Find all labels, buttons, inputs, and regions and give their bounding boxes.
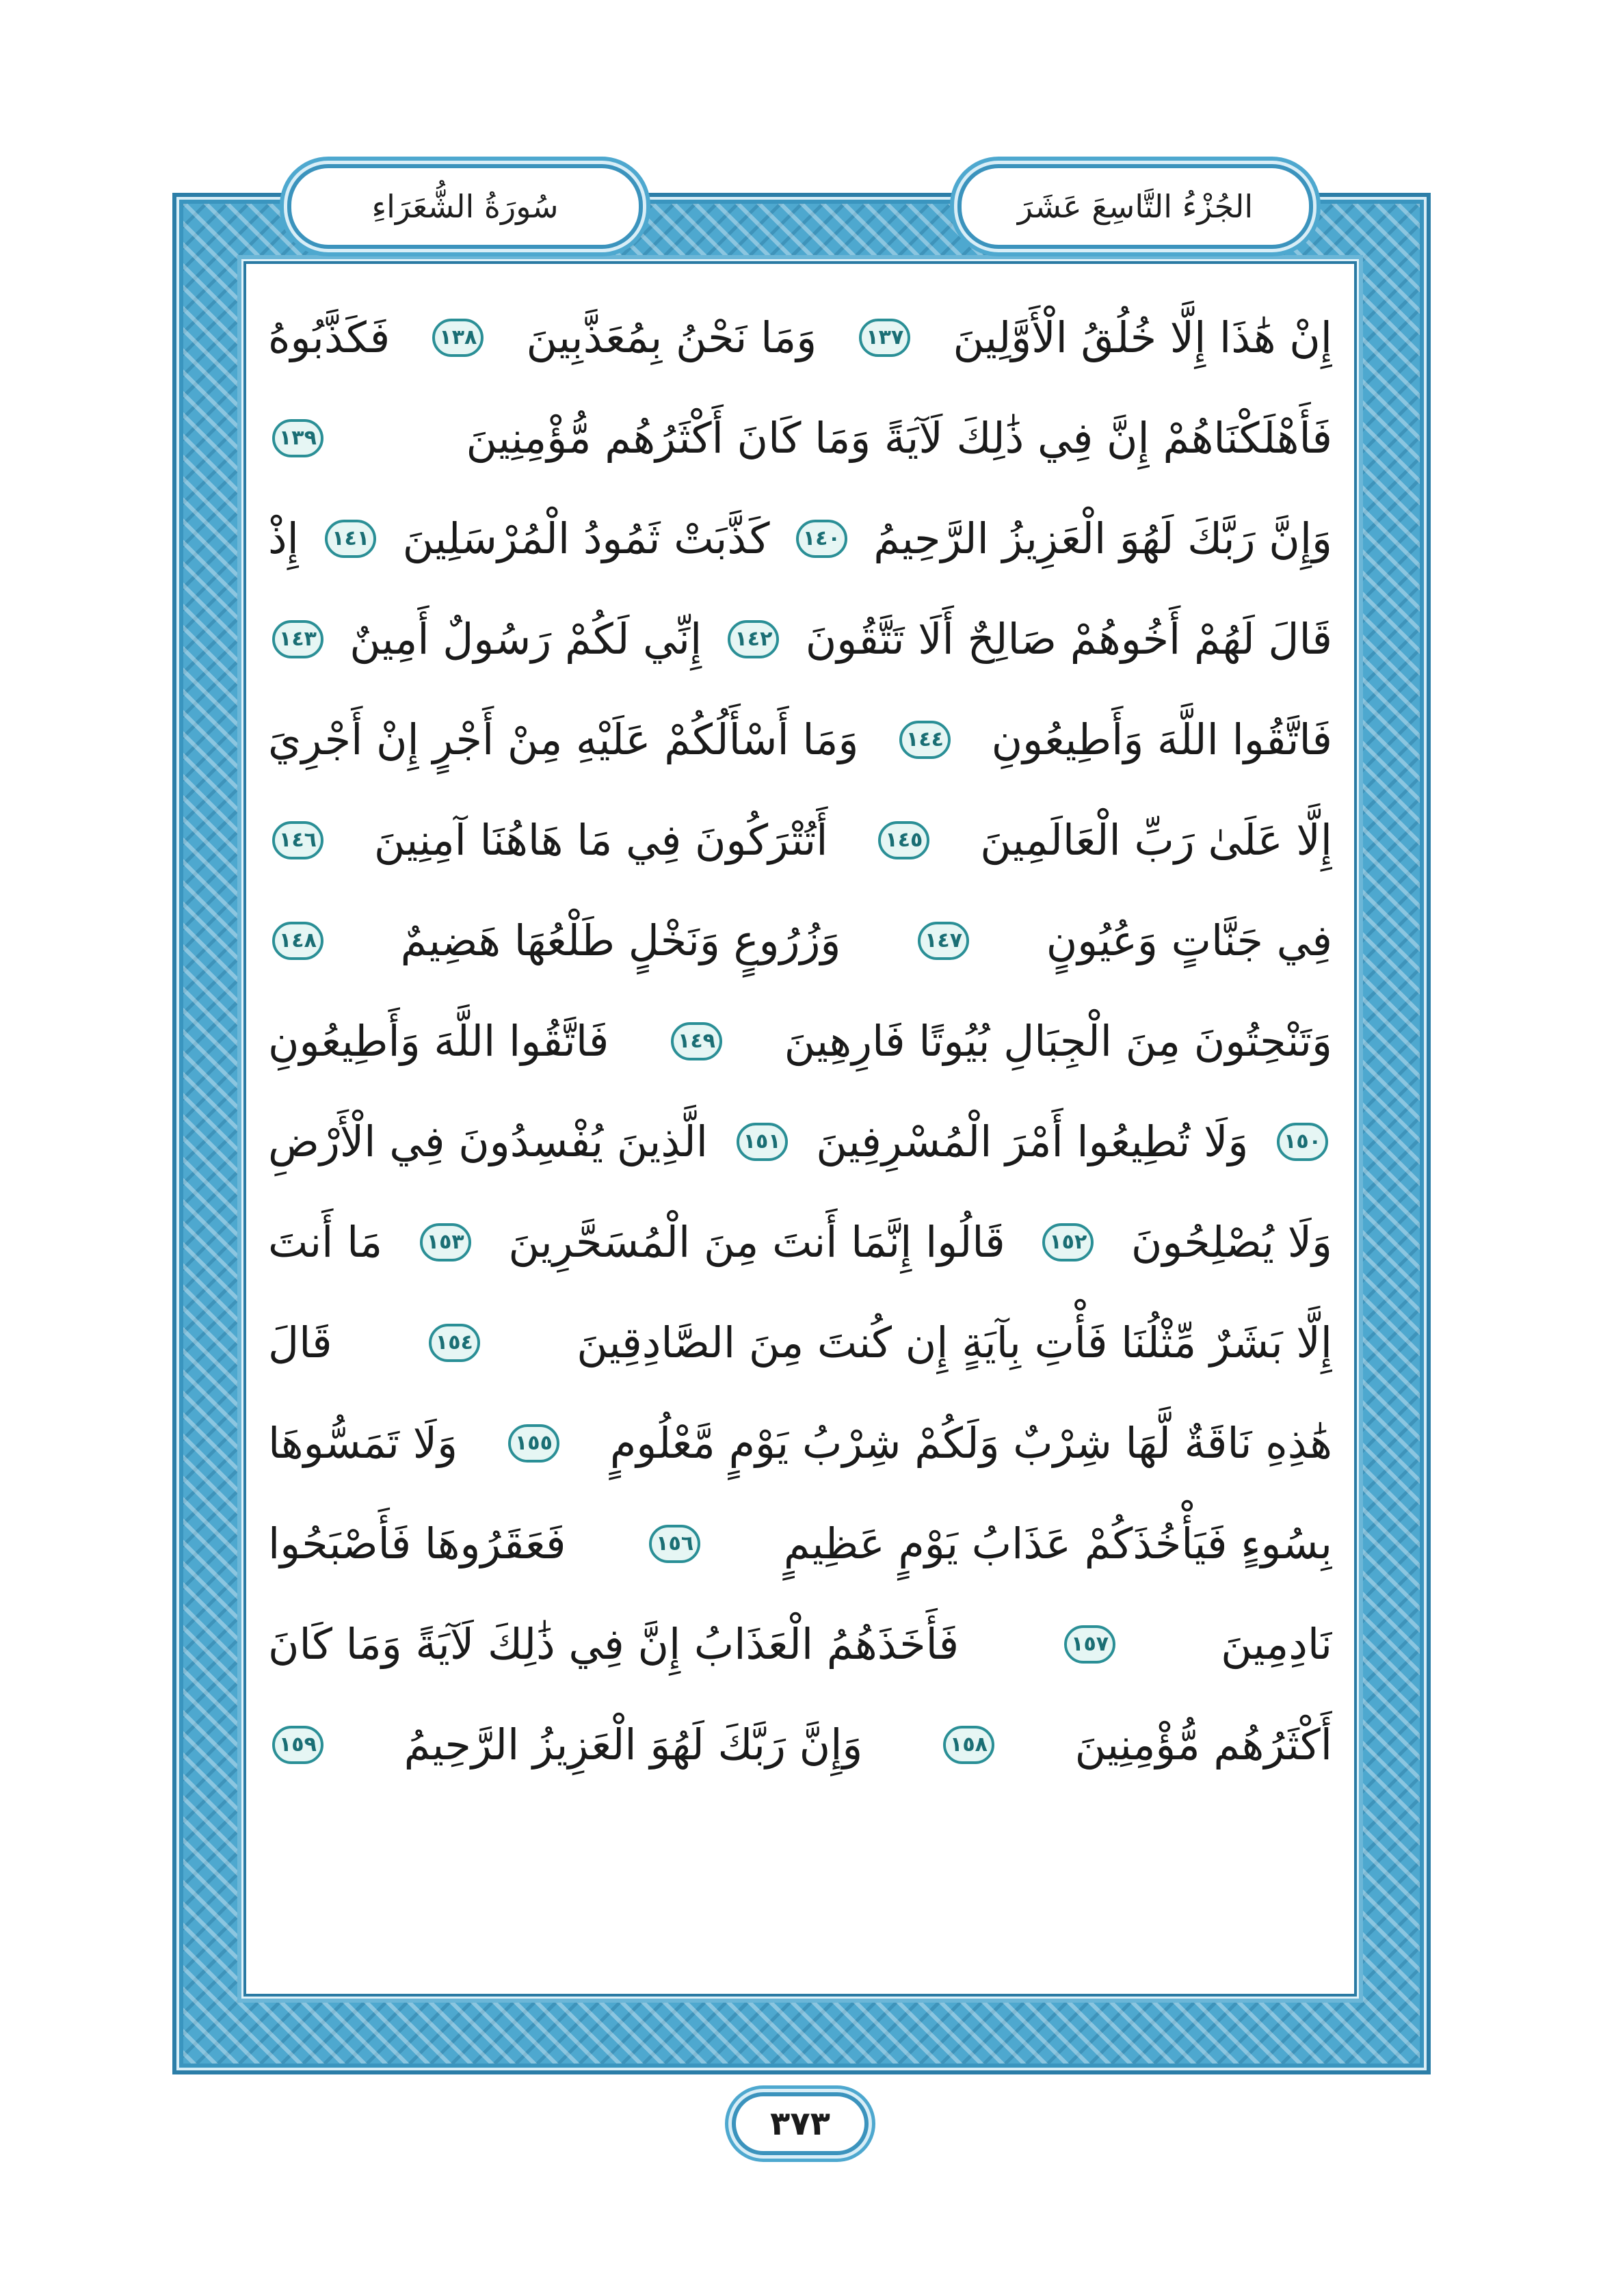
juz-name: الجُزْءُ التَّاسِعَ عَشَرَ xyxy=(1017,188,1254,225)
ayah-number-marker: ١٣٩ xyxy=(272,419,323,457)
verse-line xyxy=(268,488,1332,589)
verse-text: بِسُوءٍ فَيَأْخُذَكُمْ عَذَابُ يَوْمٍ عَظِيمٍ xyxy=(783,1519,1332,1569)
verse-line xyxy=(268,1393,1332,1493)
verse-text: وَإِنَّ رَبَّكَ لَهُوَ الْعَزِيزُ الرَّحِيمُ xyxy=(403,1720,863,1770)
ayah-number-marker: ١٣٧ xyxy=(859,319,910,357)
surah-name: سُورَةُ الشُّعَرَاءِ xyxy=(371,188,559,225)
verse-text: وَإِنَّ رَبَّكَ لَهُوَ الْعَزِيزُ الرَّحِيمُ xyxy=(873,513,1332,563)
ayah-number-marker: ١٥٥ xyxy=(508,1424,559,1463)
verse-line xyxy=(268,790,1332,890)
ayah-number-marker: ١٥٦ xyxy=(649,1525,700,1563)
verse-text: فَاتَّقُوا اللَّهَ وَأَطِيعُونِ xyxy=(268,1016,609,1066)
verse-line xyxy=(268,388,1332,488)
verse-text: وَزُرُوعٍ وَنَخْلٍ طَلْعُهَا هَضِيمٌ xyxy=(400,916,841,965)
ayah-number-marker: ١٤٥ xyxy=(878,821,929,859)
ayah-number-marker: ١٤١ xyxy=(325,520,376,558)
verse-text: فِي جَنَّاتٍ وَعُيُونٍ xyxy=(1046,916,1332,965)
verse-text: وَمَا نَحْنُ بِمُعَذَّبِينَ xyxy=(526,312,817,362)
ayah-number-marker: ١٤٨ xyxy=(272,922,323,960)
ayah-number-marker: ١٥٤ xyxy=(429,1324,480,1362)
juz-name-header xyxy=(957,164,1313,249)
verse-text: وَلَا تَمَسُّوهَا xyxy=(268,1418,458,1468)
ayah-number-marker: ١٥٩ xyxy=(272,1726,323,1764)
ayah-number-marker: ١٥٧ xyxy=(1064,1625,1115,1664)
verse-text: فَأَهْلَكْنَاهُمْ إِنَّ فِي ذَٰلِكَ لَآيَةً وَمَا كَانَ أَكْثَرُهُم مُّؤْمِنِينَ xyxy=(466,413,1332,463)
verse-text: أَتُتْرَكُونَ فِي مَا هَاهُنَا آمِنِينَ xyxy=(373,815,828,865)
verse-line xyxy=(268,1292,1332,1393)
verse-text: إِنِّي لَكُمْ رَسُولٌ أَمِينٌ xyxy=(349,614,702,664)
verse-line xyxy=(268,1493,1332,1594)
verse-text: إِنْ هَٰذَا إِلَّا خُلُقُ الْأَوَّلِينَ xyxy=(953,312,1332,362)
verse-line xyxy=(268,1694,1332,1795)
verse-text: قَالَ لَهُمْ أَخُوهُمْ صَالِحٌ أَلَا تَتَّقُونَ xyxy=(805,614,1332,664)
verse-line xyxy=(268,1594,1332,1694)
verse-text: فَكَذَّبُوهُ xyxy=(268,312,391,362)
verse-text: فَعَقَرُوهَا فَأَصْبَحُوا xyxy=(268,1519,566,1569)
ayah-number-marker: ١٤٩ xyxy=(671,1022,722,1060)
verse-text: الَّذِينَ يُفْسِدُونَ فِي الْأَرْضِ xyxy=(268,1117,709,1166)
verse-text: مَا أَنتَ xyxy=(268,1217,383,1267)
ayah-number-marker: ١٥٣ xyxy=(420,1223,471,1262)
verse-text: فَاتَّقُوا اللَّهَ وَأَطِيعُونِ xyxy=(991,715,1332,764)
ayah-number-marker: ١٥١ xyxy=(737,1123,788,1161)
verse-line xyxy=(268,1192,1332,1292)
verse-text: هَٰذِهِ نَاقَةٌ لَّهَا شِرْبٌ وَلَكُمْ شِرْبُ يَوْمٍ مَّعْلُومٍ xyxy=(609,1418,1332,1468)
verse-text: وَتَنْحِتُونَ مِنَ الْجِبَالِ بُيُوتًا فَارِهِينَ xyxy=(784,1016,1332,1066)
ayah-number-marker: ١٥٠ xyxy=(1277,1123,1328,1161)
verse-line xyxy=(268,1091,1332,1192)
verse-text: نَادِمِينَ xyxy=(1221,1619,1332,1669)
verse-text: فَأَخَذَهُمُ الْعَذَابُ إِنَّ فِي ذَٰلِكَ لَآيَةً وَمَا كَانَ xyxy=(268,1619,960,1669)
verse-text: إِلَّا عَلَىٰ رَبِّ الْعَالَمِينَ xyxy=(980,815,1332,865)
verse-text: كَذَّبَتْ ثَمُودُ الْمُرْسَلِينَ xyxy=(402,513,770,563)
verse-text: إِذْ xyxy=(268,513,299,563)
verse-line xyxy=(268,689,1332,790)
ayah-number-marker: ١٤٤ xyxy=(899,721,951,759)
verse-text: وَلَا يُصْلِحُونَ xyxy=(1130,1217,1332,1267)
ayah-number-marker: ١٥٨ xyxy=(943,1726,994,1764)
ayah-number-marker: ١٤٧ xyxy=(918,922,969,960)
verse-line xyxy=(268,890,1332,991)
verse-text: إِلَّا بَشَرٌ مِّثْلُنَا فَأْتِ بِآيَةٍ إِن كُنتَ مِنَ الصَّادِقِينَ xyxy=(577,1318,1332,1367)
ayah-number-marker: ١٤٢ xyxy=(728,620,779,658)
surah-name-header xyxy=(287,164,643,249)
ayah-number-marker: ١٤٦ xyxy=(272,821,323,859)
ayah-number-marker: ١٣٨ xyxy=(432,319,484,357)
verse-text: قَالُوا إِنَّمَا أَنتَ مِنَ الْمُسَحَّرِينَ xyxy=(508,1217,1005,1267)
ayah-number-marker: ١٤٣ xyxy=(272,620,323,658)
verse-lines xyxy=(268,287,1332,1795)
ayah-number-marker: ١٥٢ xyxy=(1042,1223,1094,1262)
page-number-badge xyxy=(732,2092,869,2155)
verse-line xyxy=(268,589,1332,689)
ayah-number-marker: ١٤٠ xyxy=(796,520,847,558)
verse-text: أَكْثَرُهُم مُّؤْمِنِينَ xyxy=(1074,1720,1332,1770)
verse-line xyxy=(268,991,1332,1091)
page-number: ٣٧٣ xyxy=(770,2105,830,2143)
verse-text: وَلَا تُطِيعُوا أَمْرَ الْمُسْرِفِينَ xyxy=(816,1117,1249,1166)
verse-text: وَمَا أَسْأَلُكُمْ عَلَيْهِ مِنْ أَجْرٍ إِنْ أَجْرِيَ xyxy=(268,715,859,764)
verse-text: قَالَ xyxy=(268,1318,332,1367)
verse-line xyxy=(268,287,1332,388)
